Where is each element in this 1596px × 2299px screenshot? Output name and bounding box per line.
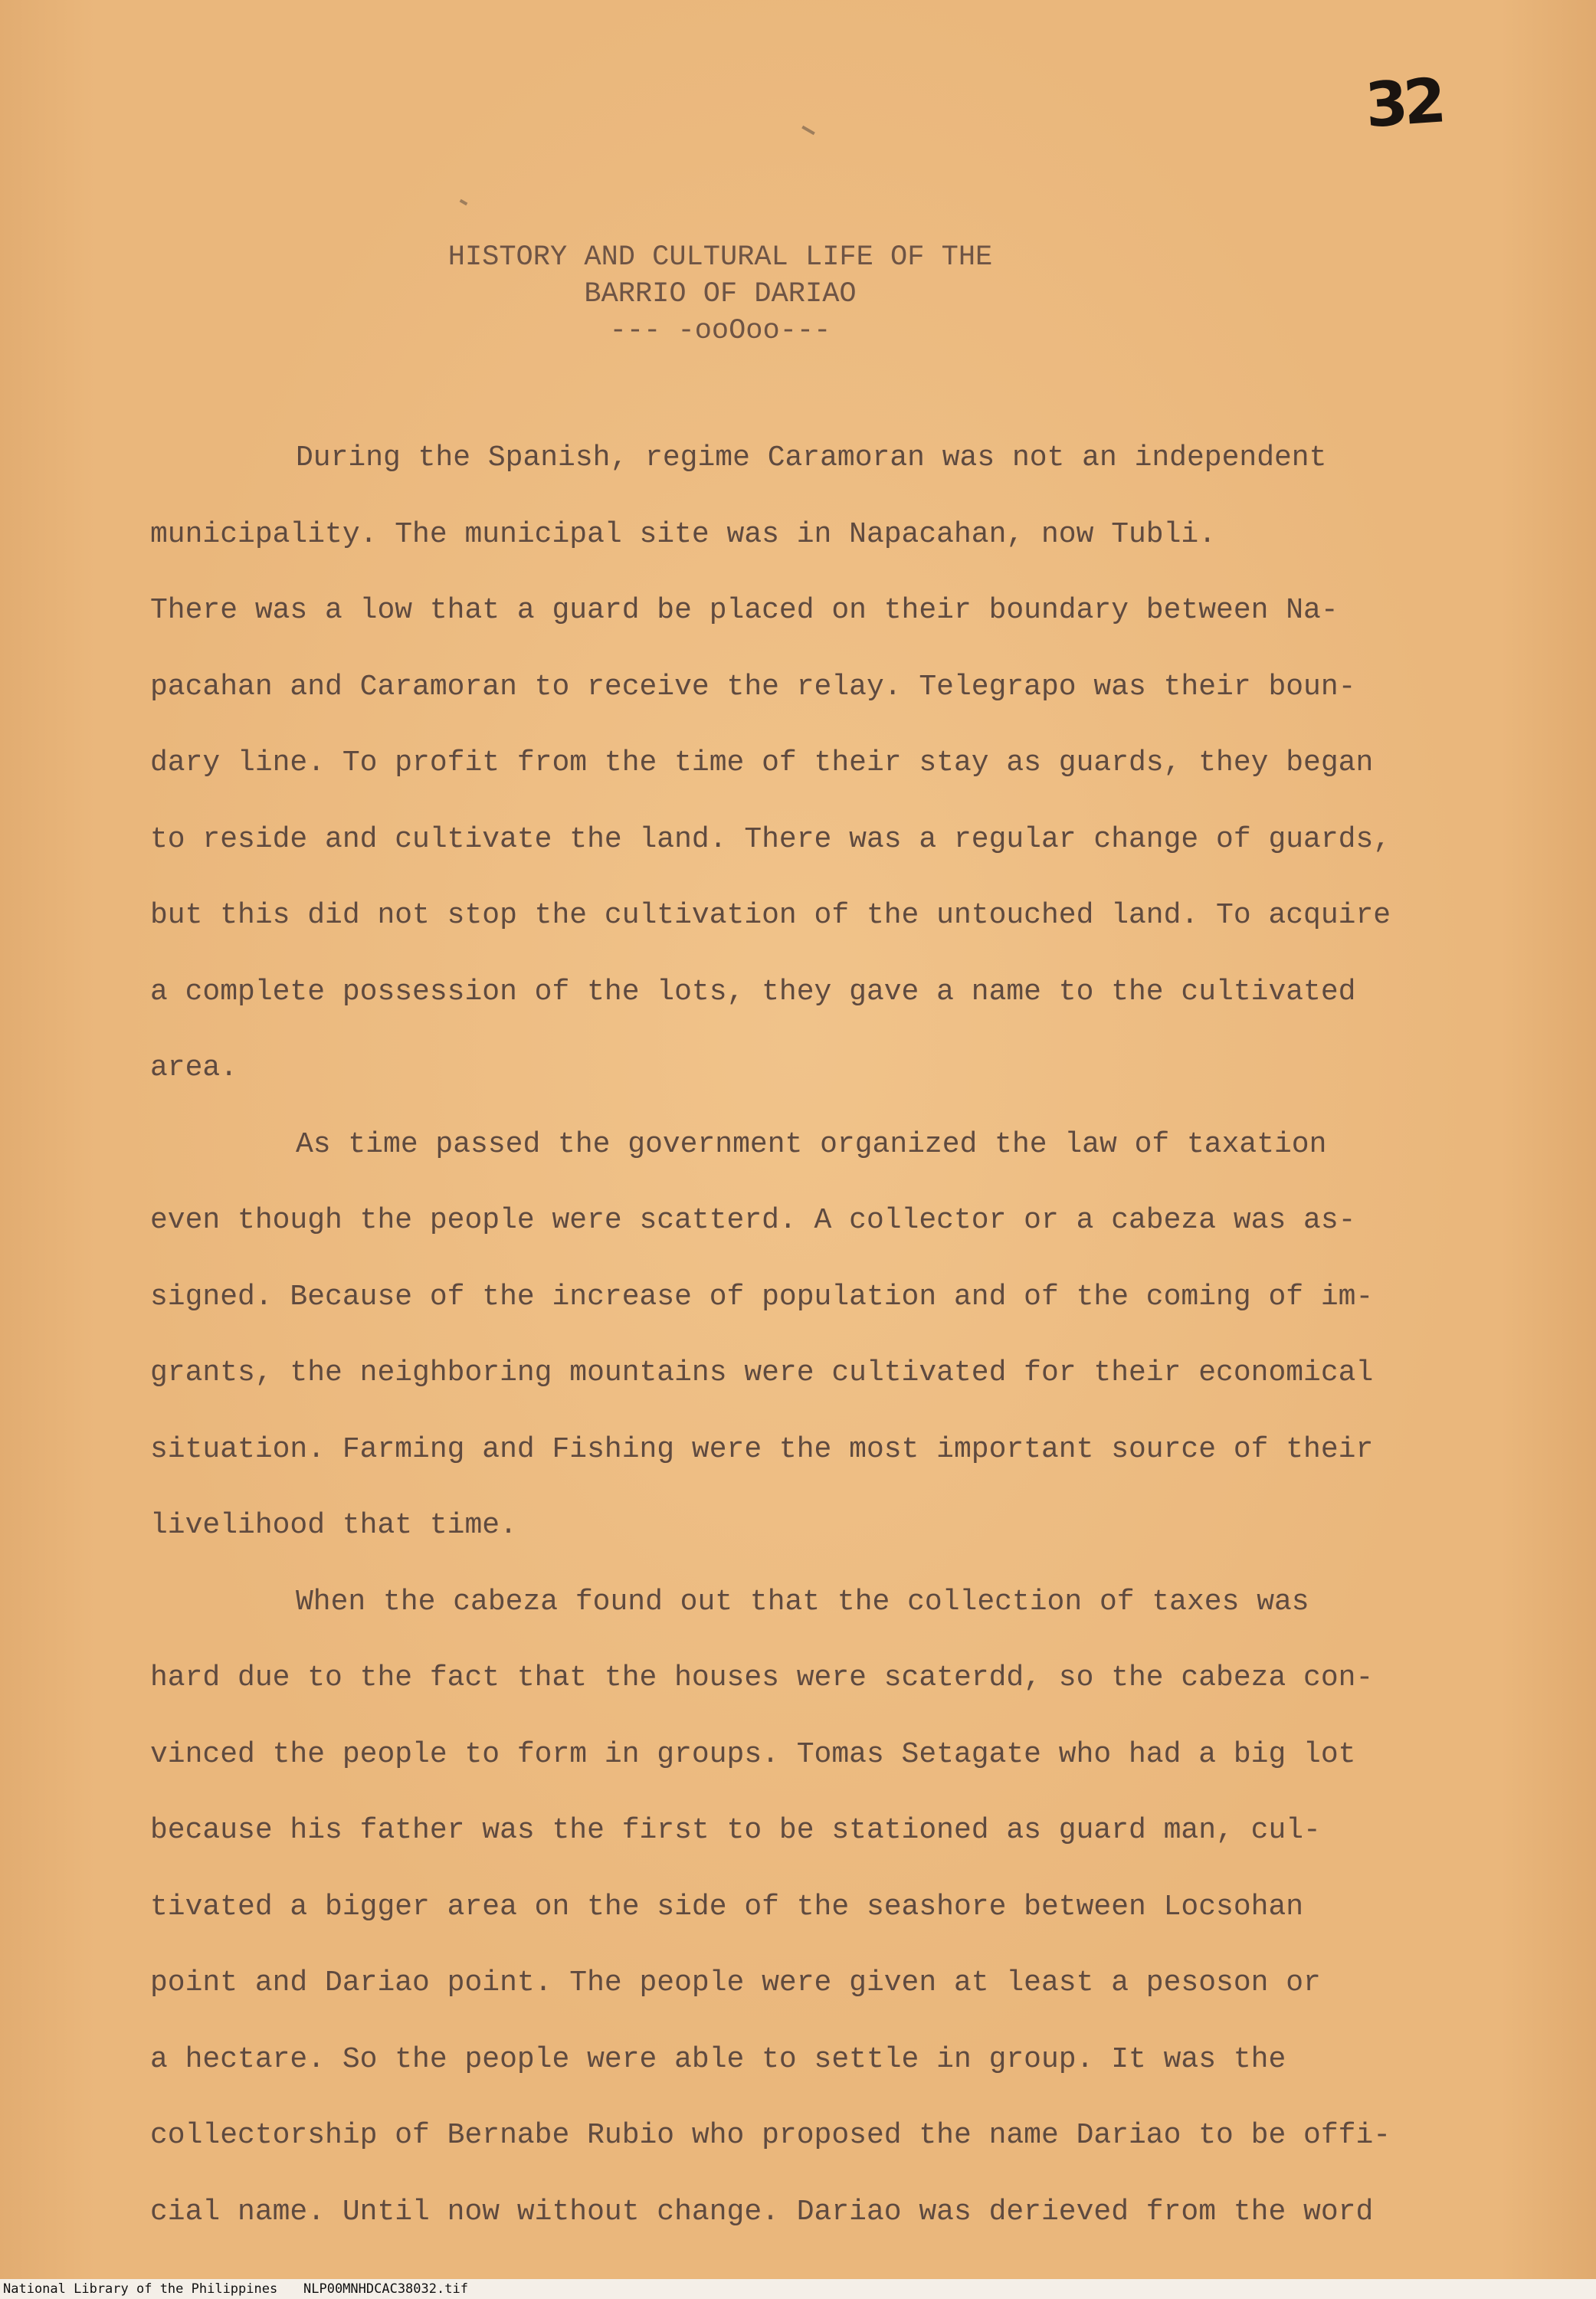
text-line: When the cabeza found out that the collection of taxes was (296, 1585, 1309, 1618)
title-separator: --- -ooOoo--- (609, 315, 831, 347)
ink-mark (801, 126, 815, 135)
footer-filename: NLP00MNHDCAC38032.tif (303, 2281, 468, 2297)
document-title (398, 239, 1042, 349)
title-line-1: HISTORY AND CULTURAL LIFE OF THE (447, 241, 993, 274)
text-line: cial name. Until now without change. Dariao was derieved from the word (150, 2195, 1374, 2228)
text-line: livelihood that time. (150, 1509, 517, 1542)
text-line: grants, the neighboring mountains were cultivated for their economical (150, 1356, 1374, 1389)
text-line: There was a low that a guard be placed on their boundary between Na- (150, 594, 1339, 627)
text-line: pacahan and Caramoran to receive the relay. Telegrapo was their boun- (150, 670, 1356, 703)
text-line: As time passed the government organized the law of taxation (296, 1127, 1327, 1161)
footer-library-name: National Library of the Philippines (3, 2281, 278, 2297)
body-text (150, 420, 1476, 2250)
text-line: hard due to the fact that the houses were scaterdd, so the cabeza con- (150, 1661, 1374, 1694)
text-line: During the Spanish, regime Caramoran was not an independent (296, 441, 1327, 474)
ink-mark (460, 199, 468, 205)
footer-bar (0, 2279, 1596, 2299)
text-line: tivated a bigger area on the side of the seashore between Locsohan (150, 1890, 1304, 1923)
text-line: situation. Farming and Fishing were the most important source of their (150, 1432, 1374, 1466)
text-line: to reside and cultivate the land. There was a regular change of guards, (150, 822, 1391, 856)
text-line: signed. Because of the increase of population and of the coming of im- (150, 1280, 1374, 1313)
text-line: point and Dariao point. The people were given at least a pesoson or (150, 1966, 1321, 1999)
text-line: a complete possession of the lots, they gave a name to the cultivated (150, 975, 1356, 1008)
text-line: a hectare. So the people were able to settle in group. It was the (150, 2042, 1286, 2076)
title-line-2: BARRIO OF DARIAO (584, 278, 857, 310)
text-line: area. (150, 1051, 238, 1084)
text-line: collectorship of Bernabe Rubio who proposed the name Dariao to be offi- (150, 2119, 1391, 2152)
text-line: dary line. To profit from the time of their stay as guards, they began (150, 746, 1374, 779)
page-number: 32 (1362, 64, 1444, 142)
text-line: even though the people were scatterd. A collector or a cabeza was as- (150, 1204, 1356, 1237)
text-line: municipality. The municipal site was in Napacahan, now Tubli. (150, 517, 1217, 551)
text-line: because his father was the first to be stationed as guard man, cul- (150, 1814, 1321, 1847)
text-line: but this did not stop the cultivation of the untouched land. To acquire (150, 899, 1391, 932)
text-line: vinced the people to form in groups. Tomas Setagate who had a big lot (150, 1737, 1356, 1771)
